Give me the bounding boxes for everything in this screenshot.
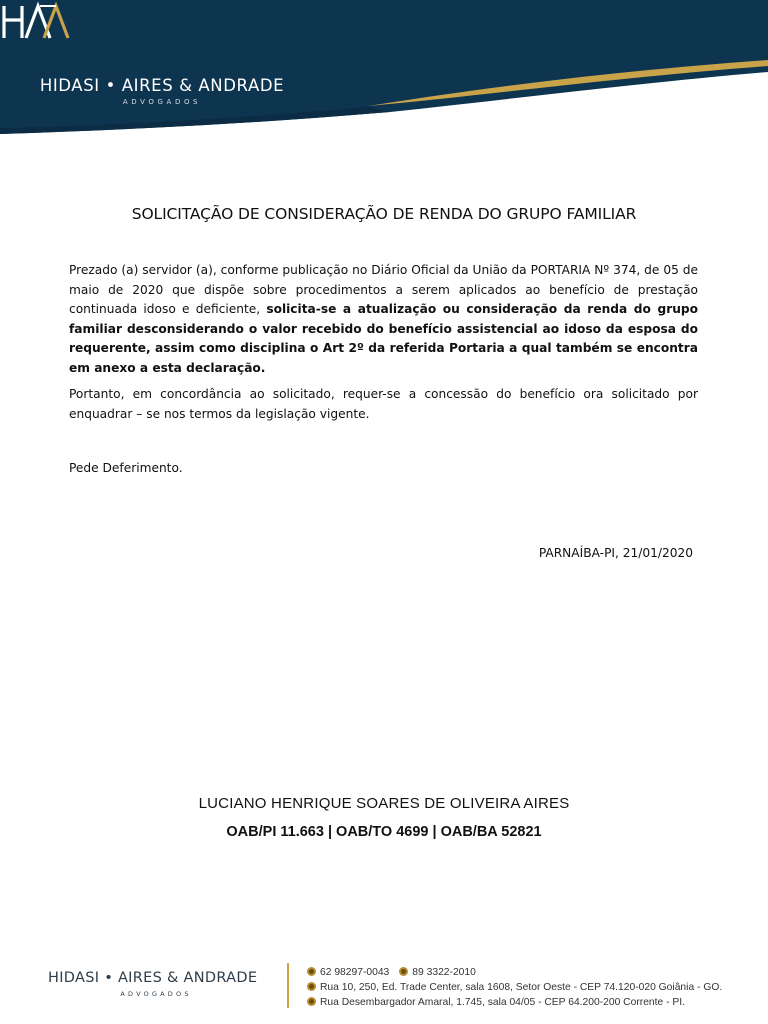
phone-icon [307, 967, 316, 976]
signer-name: LUCIANO HENRIQUE SOARES DE OLIVEIRA AIRES [198, 795, 570, 812]
location-pin-icon [307, 982, 316, 991]
header-band-graphic [0, 0, 768, 140]
body-paragraph-2: Portanto, em concordância ao solicitado, requer-se a concessão do benefício ora solicitado por enquadrar – se nos termos da legislação vigente. [69, 387, 698, 421]
footer-address-row-2 [307, 995, 722, 1010]
footer-phone-2: 89 3322-2010 [412, 967, 476, 978]
footer-phones-row [307, 965, 722, 980]
footer-phone-1: 62 98297-0043 [320, 967, 390, 978]
phone-icon [399, 967, 408, 976]
document-title: SOLICITAÇÃO DE CONSIDERAÇÃO DE RENDA DO GRUPO FAMILIAR [131, 205, 637, 223]
footer-contact-block [307, 965, 722, 1010]
location-pin-icon [307, 997, 316, 1006]
place-and-date: PARNAÍBA-PI, 21/01/2020 [538, 546, 693, 560]
footer-address-row-1 [307, 980, 722, 995]
signer-oab-registrations: OAB/PI 11.663 | OAB/TO 4699 | OAB/BA 52821 [226, 824, 542, 840]
closing-line: Pede Deferimento. [69, 461, 183, 475]
paragraph-1-regular-text: Prezado (a) servidor (a), conforme publicação no Diário Oficial da União da PORTARIA Nº 374, de 05 de maio de 2020 que dispõe sobre procedimentos a serem aplicados ao benefício de prestação continuada idoso e deficiente, [69, 263, 698, 316]
paragraph-1-bold-text: solicita-se a atualização ou consideração da renda do grupo familiar desconsiderando o valor recebido do benefício assistencial ao idoso da esposa do requerente, assim como disciplina o Art 2º da referida Portaria a qual também se encontra em anexo a esta declaração. [69, 302, 699, 375]
letterhead-header [0, 0, 768, 140]
footer-firm-subtitle: ADVOGADOS [120, 990, 192, 998]
footer-firm-name: HIDASI • AIRES & ANDRADE [48, 970, 258, 986]
footer-address-2: Rua Desembargador Amaral, 1.745, sala 04/05 - CEP 64.200-200 Corrente - PI. [320, 997, 685, 1008]
footer-address-1: Rua 10, 250, Ed. Trade Center, sala 1608, Setor Oeste - CEP 74.120-020 Goiânia - GO. [320, 982, 723, 993]
haa-monogram-logo-icon [0, 0, 76, 42]
header-firm-name: HIDASI • AIRES & ANDRADE [39, 76, 285, 95]
footer-divider [287, 963, 289, 1008]
header-firm-subtitle: ADVOGADOS [122, 98, 202, 106]
body-paragraph-1 [69, 261, 698, 378]
